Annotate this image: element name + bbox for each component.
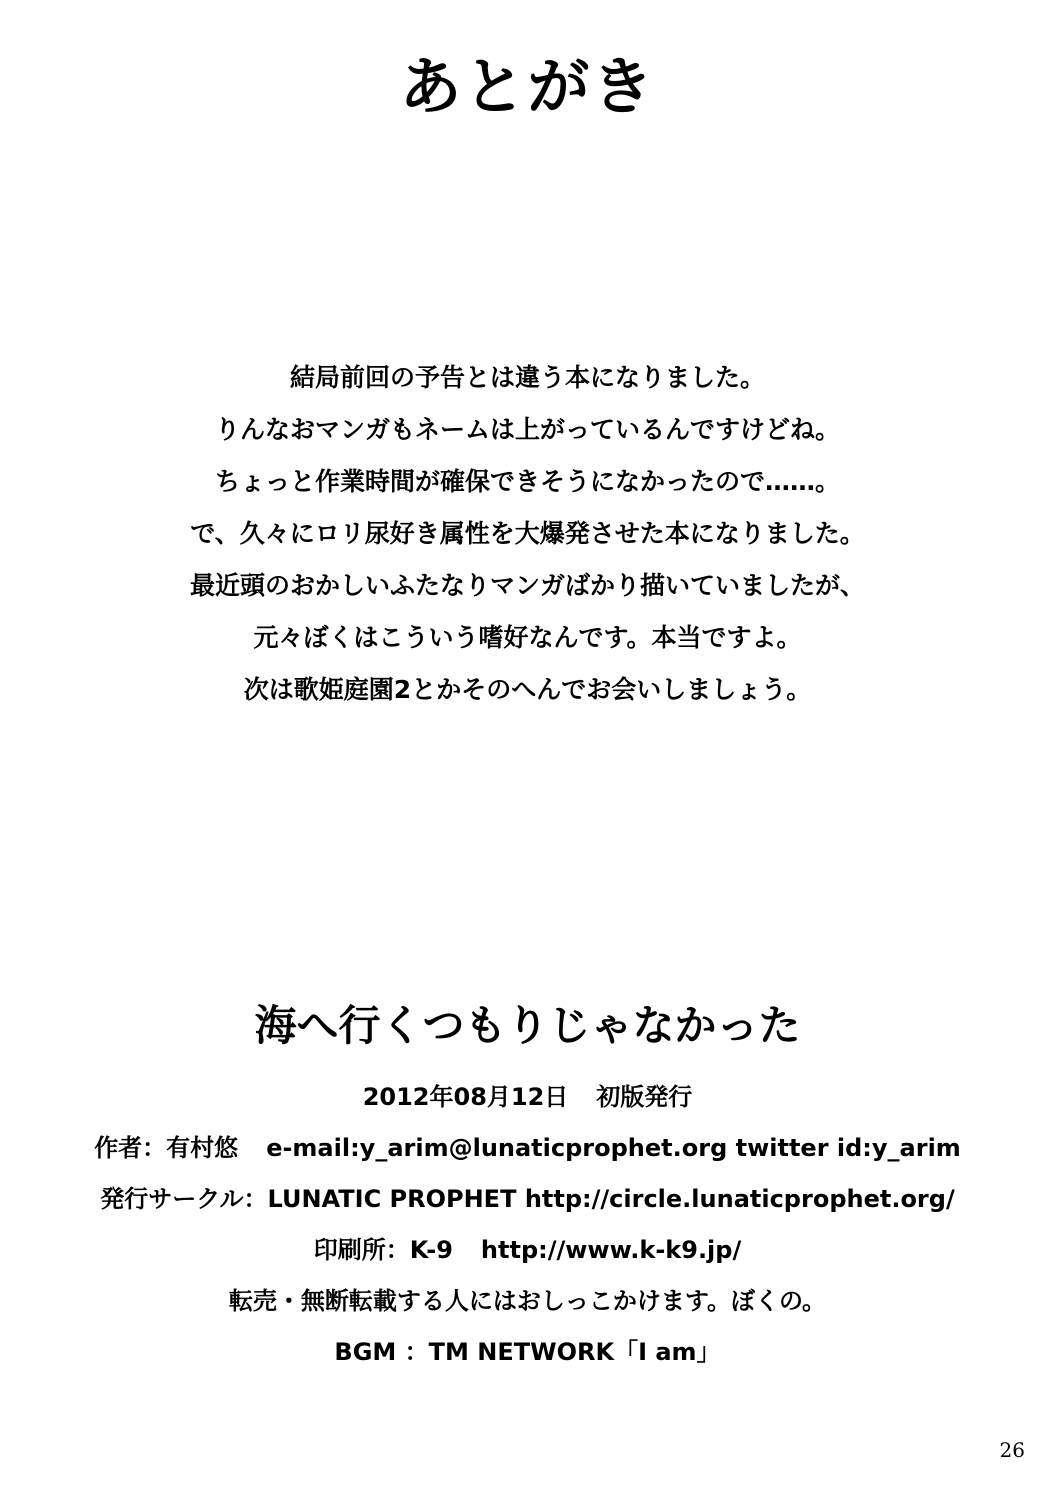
afterword-line: ちょっと作業時間が確保できそうになかったので……。 [214, 467, 840, 496]
author-contact: e-mail:y_arim@lunaticprophet.org twitter id:y_arim [266, 1134, 961, 1162]
printer-url: http://www.k-k9.jp/ [480, 1236, 742, 1264]
circle-url: http://circle.lunaticprophet.org/ [524, 1185, 955, 1213]
afterword-line: 次は歌姫庭園2とかそのへんでお会いしましょう。 [243, 675, 812, 704]
circle-line [0, 1174, 1055, 1225]
printer-line [0, 1225, 1055, 1276]
afterword-line: 最近頭のおかしいふたなりマンガばかり描いていましたが、 [189, 571, 865, 600]
publication-date-line [0, 1072, 1055, 1123]
afterword-line: りんなおマンガもネームは上がっているんですけどね。 [214, 415, 840, 444]
edition: 初版発行 [596, 1083, 693, 1111]
afterword-text [0, 352, 1055, 716]
page-number: 26 [999, 1438, 1025, 1462]
afterword-line: 結局前回の予告とは違う本になりました。 [289, 363, 765, 392]
afterword-line: 元々ぼくはこういう嗜好なんです。本当ですよ。 [253, 623, 802, 652]
afterword-line: で、久々にロリ尿好き属性を大爆発させた本になりました。 [190, 519, 865, 548]
author-line [0, 1123, 1055, 1174]
circle-label: 発行サークル：LUNATIC PROPHET [100, 1185, 517, 1213]
page-title: あとがき [399, 50, 656, 123]
colophon [0, 1072, 1055, 1378]
bgm-line: BGM ：TM NETWORK「I am」 [334, 1338, 721, 1366]
publication-date: 2012年08月12日 [362, 1083, 569, 1111]
author-label: 作者：有村悠 [94, 1134, 239, 1162]
book-title: 海へ行くつもりじゃなかった [254, 1001, 801, 1050]
notice-line: 転売・無断転載する人にはおしっこかけます。ぼくの。 [228, 1287, 827, 1315]
printer-label: 印刷所：K-9 [313, 1236, 453, 1264]
